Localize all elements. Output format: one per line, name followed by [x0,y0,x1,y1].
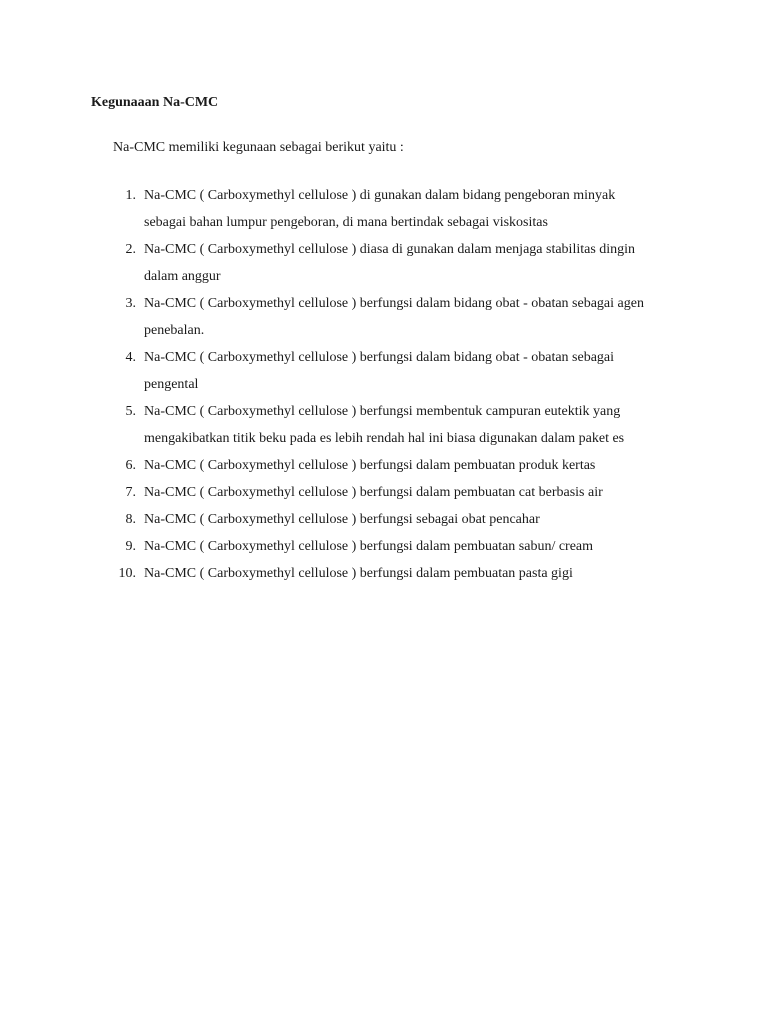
list-item-text [136,344,688,398]
list-item-line: Na-CMC ( Carboxymethyl cellulose ) berfungsi membentuk campuran eutektik yang [144,404,621,419]
list-item-number: 6. [125,458,136,473]
list-item-text [136,398,688,452]
intro-paragraph: Na-CMC memiliki kegunaan sebagai berikut yaitu : [113,140,404,155]
list-item [108,452,688,479]
list-item-number-wrap [108,290,136,344]
list-item-text [136,533,688,560]
list-item-number: 3. [125,296,136,311]
list-item-number: 9. [125,539,136,554]
list-item-number: 1. [125,188,136,203]
list-item-number: 8. [125,512,136,527]
usage-list [108,182,688,587]
list-item-number-wrap [108,398,136,452]
list-item-text [136,560,688,587]
list-item-number: 2. [125,242,136,257]
list-item [108,533,688,560]
list-item-line: Na-CMC ( Carboxymethyl cellulose ) berfungsi dalam pembuatan produk kertas [144,458,596,473]
list-item [108,182,688,236]
list-item-line: sebagai bahan lumpur pengeboran, di mana bertindak sebagai viskositas [144,215,548,230]
list-item-number: 7. [125,485,136,500]
list-item-number-wrap [108,560,136,587]
list-item-text [136,452,688,479]
list-item-number-wrap [108,479,136,506]
list-item [108,560,688,587]
list-item-number: 5. [125,404,136,419]
list-item-line: Na-CMC ( Carboxymethyl cellulose ) berfungsi dalam pembuatan cat berbasis air [144,485,603,500]
list-item-number-wrap [108,182,136,236]
list-item-text [136,182,688,236]
list-item [108,344,688,398]
list-item-line: Na-CMC ( Carboxymethyl cellulose ) diasa di gunakan dalam menjaga stabilitas dingin [144,242,636,257]
list-item-line: Na-CMC ( Carboxymethyl cellulose ) berfungsi sebagai obat pencahar [144,512,540,527]
list-item-number: 4. [125,350,136,365]
list-item [108,479,688,506]
list-item-line: mengakibatkan titik beku pada es lebih rendah hal ini biasa digunakan dalam paket es [144,431,625,446]
list-item-line: pengental [144,377,199,392]
list-item-text [136,506,688,533]
document-title: Kegunaaan Na-CMC [91,95,219,110]
list-item-number-wrap [108,533,136,560]
list-item [108,506,688,533]
list-item-line: Na-CMC ( Carboxymethyl cellulose ) berfungsi dalam bidang obat - obatan sebagai agen [144,296,644,311]
list-item-line: Na-CMC ( Carboxymethyl cellulose ) berfungsi dalam bidang obat - obatan sebagai [144,350,615,365]
list-item-line: Na-CMC ( Carboxymethyl cellulose ) berfungsi dalam pembuatan sabun/ cream [144,539,594,554]
list-item-number: 10. [118,566,136,581]
list-item [108,236,688,290]
list-item-number-wrap [108,344,136,398]
list-item-text [136,290,688,344]
list-item-line: Na-CMC ( Carboxymethyl cellulose ) berfungsi dalam pembuatan pasta gigi [144,566,573,581]
list-item-line: dalam anggur [144,269,221,284]
list-item-number-wrap [108,506,136,533]
list-item-number-wrap [108,236,136,290]
list-item-text [136,236,688,290]
list-item [108,290,688,344]
list-item-line: penebalan. [144,323,205,338]
list-item [108,398,688,452]
list-item-line: Na-CMC ( Carboxymethyl cellulose ) di gunakan dalam bidang pengeboran minyak [144,188,616,203]
list-item-text [136,479,688,506]
list-item-number-wrap [108,452,136,479]
